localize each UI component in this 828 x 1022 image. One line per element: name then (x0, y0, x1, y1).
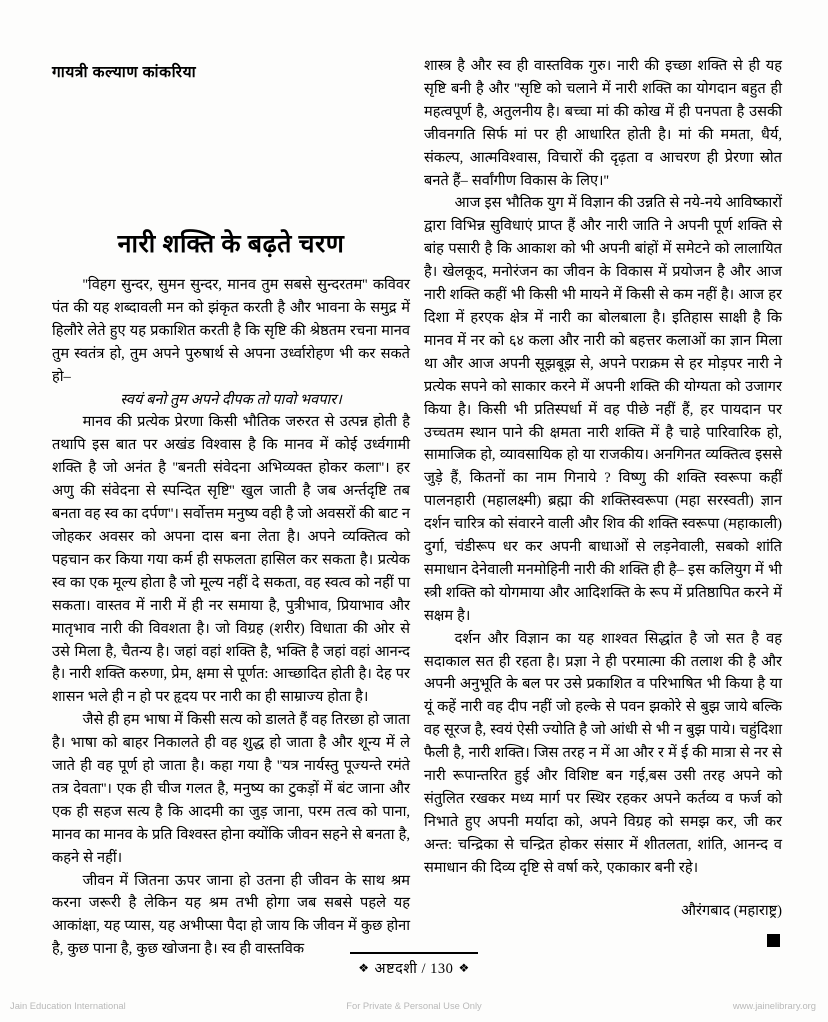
watermark-website-url: www.jainelibrary.org (732, 1000, 816, 1011)
watermark-organization: Jain Education International (10, 1000, 126, 1011)
ornament-right-icon: ❖ (458, 960, 470, 975)
verse-line: स्वयं बनो तुम अपने दीपक तो पावो भवपार। (120, 391, 342, 408)
left-column (52, 55, 410, 961)
right-column (424, 55, 782, 947)
right-paragraph-2: आज इस भौतिक युग में विज्ञान की उन्नति से नये-नये आविष्कारों द्वारा विभिन्न सुविधाएं प्राप्त हैं और नारी जाति ने अपनी पूर्ण शक्ति से बांह पसारी है कि आकाश को भी अपनी बांहों में समेटने को लालायित है। खेलकूद, मनोरंजन का जीवन के विकास में प्रयोजन है और आज नारी शक्ति कहीं भी किसी भी मायने में किसी से कम नहीं है। आज हर दिशा में हरएक क्षेत्र में नारी का बोलबाला है। इतिहास साक्षी है कि मानव में नर को ६४ कला और नारी को बहत्तर कलाओं का ज्ञान मिला था और आज अपनी सूझबूझ से, अपने पराक्रम से हर मोड़पर नारी ने प्रत्येक सपने को साकार करने में अपनी शक्ति की योग्यता को उजागर किया है। किसी भी प्रतिस्पर्धा में वह पीछे नहीं हैं, हर पायदान पर उच्चतम स्थान पाने की क्षमता नारी शक्ति में है चाहे पारिवारिक हो, सामाजिक हो, व्यावसायिक हो या राजकीय। अनगिनत व्यक्तित्व इससे जुड़े हैं, कितनों का नाम गिनाये ? विष्णु की शक्ति स्वरूपा कहीं पालनहारी (महालक्ष्मी) ब्रह्मा की शक्तिस्वरूपा (महा सरस्वती) ज्ञान दर्शन चारित्र को संवारने वाली और शिव की शक्ति स्वरूपा (महाकाली) दुर्गा, चंडीरूप धर कर अपनी बाधाओं से लड़नेवाली, सबको शांति समाधान देनेवाली मनमोहिनी नारी की शक्ति ही है– इस कलियुग में भी स्त्री शक्ति को योगमाया और आदिशक्ति के रूप में प्रतिष्ठापित करने में सक्षम है। (424, 195, 782, 624)
author-location-signature: औरंगबाद (महाराष्ट्र) (681, 902, 782, 919)
footer-page-number-text: अष्टदशी / 130 (374, 960, 454, 977)
right-paragraph-1: शास्त्र है और स्व ही वास्तविक गुरु। नारी की इच्छा शक्ति से ही यह सृष्टि बनी है और ''सृष्टि को चलाने में नारी शक्ति का योगदान बहुत ही महत्वपूर्ण है, अतुलनीय है। बच्चा मां की कोख में ही पनपता है उसकी जीवनगति सिर्फ मां पर ही आधारित होती है। मां की ममता, धैर्य, संकल्प, आत्मविश्वास, विचारों की दृढ़ता व आचरण ही प्रेरणा स्रोत बनते हैं– सर्वांगीण विकास के लिए।'' (424, 58, 782, 189)
footer-page-label (0, 958, 828, 978)
page-footer (0, 952, 828, 978)
left-paragraph-4: जीवन में जितना ऊपर जाना हो उतना ही जीवन के साथ श्रम करना जरूरी है लेकिन यह श्रम तभी होगा जब सबसे पहले यह आकांक्षा, यह प्यास, यह अभीप्सा पैदा हो जाय कि जीवन में कुछ होना है, कुछ पाना है, कुछ खोजना है। स्व ही वास्तविक (52, 872, 410, 958)
left-paragraph-1: ''विहग सुन्दर, सुमन सुन्दर, मानव तुम सबसे सुन्दरतम'' कविवर पंत की यह शब्दावली मन को झंकृत करती है और भावना के समुद्र में हिलौरे लेते हुए यह प्रकाशित करती है कि सृष्टि की श्रेष्ठतम रचना मानव तुम स्वतंत्र हो, तुम अपने पुरुषार्थ से अपना उर्ध्वारोहण भी कर सकते हो– (52, 277, 410, 385)
footer-divider-rule (350, 952, 478, 954)
author-name: गायत्री कल्याण कांकरिया (52, 64, 197, 81)
end-of-article-marker (767, 934, 780, 947)
left-paragraph-2: मानव की प्रत्येक प्रेरणा किसी भौतिक जरुरत से उत्पन्न होती है तथापि इस बात पर अखंड विश्वास है कि मानव में कोई उर्ध्वगामी शक्ति है जो अनंत है ''बनती संवेदना अभिव्यक्त होकर कला''। हर अणु की संवेदना से स्पन्दित सृष्टि'' खुल जाती है जब अर्न्तदृष्टि तब बनता वह स्व का दर्पण''। सर्वोत्तम मनुष्य वही है जो अवसरों की बाट न जोहकर अवसर को अपना दास बना लेता है। अपने व्यक्तित्व को पहचान कर किया गया कर्म ही सफलता हासिल कर सकता है। प्रत्येक स्व का एक मूल्य होता है जो मूल्य नहीं दे सकता, वह स्वत्व को नहीं पा सकता। वास्तव में नारी में ही नर समाया है, पुत्रीभाव, प्रियाभाव और मातृभाव नारी की विवशता है। जो विग्रह (शरीर) विधाता की ओर से उसे मिला है, चैतन्य है। जहां वहां शक्ति है, भक्ति है जहां वहां आनन्द है। नारी शक्ति करुणा, प्रेम, क्षमा से पूर्णत: आच्छादित होती है। देह पर शासन भले ही न हो पर हृदय पर नारी का ही साम्राज्य होता है। (52, 414, 410, 706)
right-paragraph-3: दर्शन और विज्ञान का यह शाश्वत सिद्धांत है जो सत है वह सदाकाल सत ही रहता है। प्रज्ञा ने ही परमात्मा की तलाश की है और अपनी अनुभूति के बल पर उसे प्रकाशित व परिभाषित भी किया है या यूं कहें नारी वह दीप नहीं जो हल्के से पवन झकोरे से बुझ जाये बल्कि वह सूरज है, स्वयं ऐसी ज्योति है जो आंधी से भी न बुझ पाये। चहुंदिशा फैली है, नारी शक्ति। जिस तरह न में आ और र में ई की मात्रा से नर से नारी रूपान्तरित हुई और विशिष्ट बन गई,बस उसी तरह अपने को संतुलित रखकर मध्य मार्ग पर स्थिर रहकर अपने कर्तव्य व फर्ज को निभाते हुए अपनी मर्यादा को, अपने विग्रह को समझ कर, जी कर अन्त: चन्द्रिका से चन्द्रित होकर संसार में शीतलता, शांति, आनन्द व समाधान की दिव्य दृष्टि से वर्षा करे, एकाकार बनी रहे। (424, 630, 782, 876)
ornament-left-icon: ❖ (358, 960, 370, 975)
watermark-usage-notice: For Private & Personal Use Only (346, 1000, 482, 1011)
article-title: नारी शक्ति के बढ़ते चरण (117, 231, 345, 258)
scan-watermark-strip (0, 996, 828, 1022)
left-paragraph-3: जैसे ही हम भाषा में किसी सत्य को डालते हैं वह तिरछा हो जाता है। भाषा को बाहर निकालते ही वह शुद्ध हो जाता है और शून्य में ले जाते ही वह पूर्ण हो जाता है। कहा गया है ''यत्र नार्यस्तु पूज्यन्ते रमंते तत्र देवता''। एक ही चीज गलत है, मनुष्य का टुकड़ों में बंट जाना और एक ही सहज सत्य है कि आदमी का जुड़ जाना, परम तत्व को पाना, मानव का मानव के प्रति विश्वस्त होना क्योंकि जीवन सहने से बनता है, कहने से नहीं। (52, 712, 410, 866)
